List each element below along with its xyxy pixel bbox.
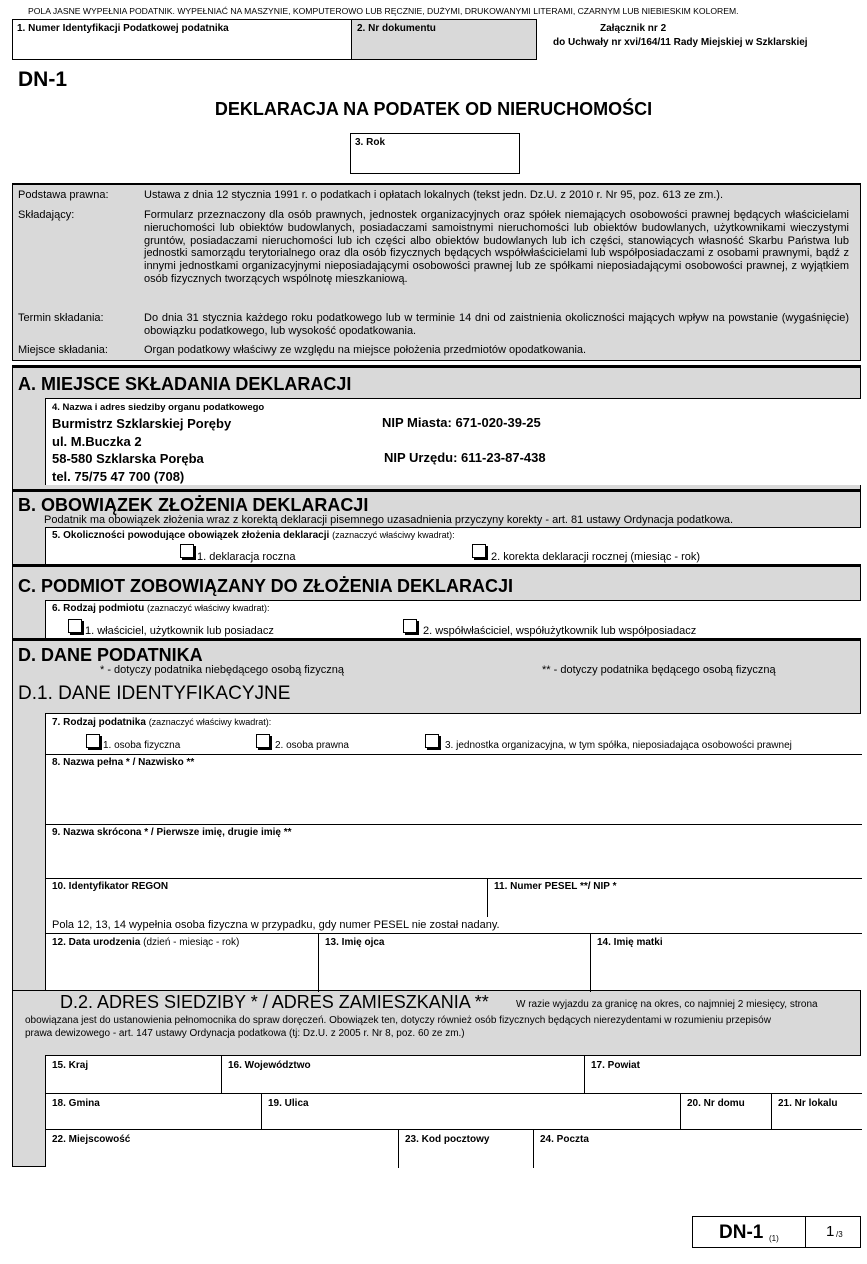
checkbox-natural-person[interactable] xyxy=(86,734,100,748)
section-c-title: C. PODMIOT ZOBOWIĄZANY DO ZŁOŻENIA DEKLARACJI xyxy=(18,576,513,596)
year-label: 3. Rok xyxy=(355,137,386,148)
address-area xyxy=(45,1055,861,1167)
birth-date-label: 12. Data urodzenia xyxy=(52,937,141,948)
entity-type-label: 6. Rodzaj podmiotu xyxy=(52,603,145,614)
section-d-title: D. DANE PODATNIKA xyxy=(18,645,203,665)
footer-form-code: DN-1 xyxy=(719,1222,764,1243)
post-office-field[interactable] xyxy=(534,1129,862,1168)
pesel-nip-field[interactable] xyxy=(488,878,862,917)
post-office-label: 24. Poczta xyxy=(540,1134,589,1145)
circumstance-hint: (zaznaczyć właściwy kwadrat): xyxy=(332,530,455,540)
nip-urzedu: NIP Urzędu: 611-23-87-438 xyxy=(384,450,546,465)
d2-title: D.2. ADRES SIEDZIBY * / ADRES ZAMIESZKANIA ** xyxy=(60,992,489,1012)
tax-office-street: ul. M.Buczka 2 xyxy=(52,433,142,449)
footer-form-sub: (1) xyxy=(769,1234,779,1243)
option-organizational-unit: 3. jednostka organizacyjna, w tym spółka, nieposiadająca osobowości prawnej xyxy=(445,740,792,751)
d2-note-b: obowiązana jest do ustanowienia pełnomocnika do spraw doręczeń. Obowiązek ten, dotyczy również osób fizycznych będących nierezydentami w rozumieniu przepisów xyxy=(25,1015,771,1026)
d2-note-a: W razie wyjazdu za granicę na okres, co najmniej 2 miesięcy, strona xyxy=(516,999,818,1010)
note-non-individual: * - dotyczy podatnika niebędącego osobą fizyczną xyxy=(100,664,344,676)
section-b-title: B. OBOWIĄZEK ZŁOŻENIA DEKLARACJI xyxy=(18,495,369,515)
locality-field[interactable] xyxy=(46,1129,399,1168)
page-total: /3 xyxy=(836,1230,843,1239)
option-natural-person: 1. osoba fizyczna xyxy=(103,740,181,751)
circumstance-label: 5. Okoliczności powodujące obowiązek złożenia deklaracji xyxy=(52,530,330,541)
postal-code-label: 23. Kod pocztowy xyxy=(405,1134,490,1145)
form-code: DN-1 xyxy=(18,68,68,91)
birth-date-field[interactable] xyxy=(46,933,319,992)
street-field[interactable] xyxy=(262,1093,681,1129)
country-field[interactable] xyxy=(46,1056,222,1093)
nip-field[interactable] xyxy=(12,19,352,60)
checkbox-annual-declaration[interactable] xyxy=(180,544,194,558)
apartment-number-label: 21. Nr lokalu xyxy=(778,1098,838,1109)
voivodeship-label: 16. Województwo xyxy=(228,1060,311,1071)
top-note: POLA JASNE WYPEŁNIA PODATNIK. WYPEŁNIAĆ NA MASZYNIE, KOMPUTEROWO LUB RĘCZNIE, DUŻYMI, DRUKOWANYMI LITERAMI, CZARNYM LUB NIEBIESKIM KOLOREM. xyxy=(28,6,739,16)
house-number-field[interactable] xyxy=(681,1093,772,1129)
checkbox-organizational-unit[interactable] xyxy=(425,734,439,748)
municipality-label: 18. Gmina xyxy=(52,1098,100,1109)
checkbox-co-owner[interactable] xyxy=(403,619,417,633)
option-declaration-correction: 2. korekta deklaracji rocznej (miesiąc - rok) xyxy=(491,551,701,563)
apartment-number-field[interactable] xyxy=(772,1093,862,1129)
short-name-field[interactable] xyxy=(46,824,862,879)
circumstance-field xyxy=(45,527,861,564)
entity-type-hint: (zaznaczyć właściwy kwadrat): xyxy=(147,603,270,613)
taxpayer-type-label: 7. Rodzaj podatnika xyxy=(52,717,146,728)
page-title: DEKLARACJA NA PODATEK OD NIERUCHOMOŚCI xyxy=(214,99,653,119)
info-text-deadline: Do dnia 31 stycznia każdego roku podatkowego lub w terminie 14 dni od zaistnienia okoliczności mających wpływ na powstanie (wygaśnięcie) obowiązku podatkowego, lub wysokość opodatkowania. xyxy=(144,312,849,337)
taxpayer-type-hint: (zaznaczyć właściwy kwadrat): xyxy=(148,717,272,727)
regon-label: 10. Identyfikator REGON xyxy=(52,881,169,892)
entity-type-field xyxy=(45,600,861,638)
page-number: 1 xyxy=(826,1223,835,1240)
tax-office-city: 58-580 Szklarska Poręba xyxy=(52,451,204,466)
nip-miasta: NIP Miasta: 671-020-39-25 xyxy=(382,415,541,430)
county-label: 17. Powiat xyxy=(591,1060,640,1071)
tax-office-field xyxy=(45,398,861,485)
footer-box xyxy=(692,1216,861,1248)
checkbox-owner[interactable] xyxy=(68,619,82,633)
info-label-place: Miejsce składania: xyxy=(18,344,108,356)
tax-office-phone: tel. 75/75 47 700 (708) xyxy=(52,468,185,484)
nip-label: 1. Numer Identyfikacji Podatkowej podatnika xyxy=(17,23,229,34)
info-text-basis: Ustawa z dnia 12 stycznia 1991 r. o podatkach i opłatach lokalnych (tekst jedn. Dz.U. z 2010 r. Nr 95, poz. 613 ze zm.). xyxy=(144,189,724,201)
regon-field[interactable] xyxy=(46,878,488,917)
pesel-nip-label: 11. Numer PESEL **/ NIP * xyxy=(494,881,617,892)
d2-rule xyxy=(12,990,861,991)
house-number-label: 20. Nr domu xyxy=(687,1098,745,1109)
locality-label: 22. Miejscowość xyxy=(52,1134,131,1145)
d1-area xyxy=(45,713,861,991)
tax-office-name: Burmistrz Szklarskiej Poręby xyxy=(52,416,232,431)
county-field[interactable] xyxy=(585,1056,862,1093)
checkbox-legal-person[interactable] xyxy=(256,734,270,748)
short-name-label: 9. Nazwa skrócona * / Pierwsze imię, drugie imię ** xyxy=(52,827,292,838)
document-number-label: 2. Nr dokumentu xyxy=(357,23,436,34)
father-name-label: 13. Imię ojca xyxy=(325,937,385,948)
full-name-label: 8. Nazwa pełna * / Nazwisko ** xyxy=(52,757,195,768)
postal-code-field[interactable] xyxy=(399,1129,534,1168)
birth-date-hint: (dzień - miesiąc - rok) xyxy=(143,937,240,948)
option-owner: 1. właściciel, użytkownik lub posiadacz xyxy=(85,625,274,637)
info-label-basis: Podstawa prawna: xyxy=(18,189,109,201)
tax-office-label: 4. Nazwa i adres siedziby organu podatkowego xyxy=(52,402,265,413)
checkbox-declaration-correction[interactable] xyxy=(472,544,486,558)
info-label-deadline: Termin składania: xyxy=(18,312,104,324)
attachment-line1: Załącznik nr 2 xyxy=(600,23,667,34)
father-name-field[interactable] xyxy=(319,933,591,992)
pesel-note: Pola 12, 13, 14 wypełnia osoba fizyczna w przypadku, gdy numer PESEL nie został nadany. xyxy=(52,919,500,931)
attachment-line2: do Uchwały nr xvi/164/11 Rady Miejskiej w Szklarskiej xyxy=(553,37,808,48)
mother-name-label: 14. Imię matki xyxy=(597,937,663,948)
municipality-field[interactable] xyxy=(46,1093,262,1129)
note-individual: ** - dotyczy podatnika będącego osobą fizyczną xyxy=(542,664,776,676)
year-field[interactable] xyxy=(350,133,520,174)
d1-title: D.1. DANE IDENTYFIKACYJNE xyxy=(18,683,291,704)
full-name-field[interactable] xyxy=(46,754,862,824)
info-panel xyxy=(12,183,861,361)
country-label: 15. Kraj xyxy=(52,1060,89,1071)
info-text-submitter: Formularz przeznaczony dla osób prawnych, jednostek organizacyjnych oraz spółek niemających osobowości prawnej będących właścicielami nieruchomości lub obiektów budowlanych, posiadaczami samoistnymi nieruchomości lub obiektów budowlanych, użytkownikami wieczystymi gruntów, posiadaczami nieruchomości lub ich części albo obiektów budowlanych lub ich części, stanowiących własność Skarbu Państwa lub jednostki samorządu terytorialnego oraz dla osób fizycznych będących współwłaścicielami lub współposiadaczami z osobami prawnymi, bądź z innymi jednostkami organizacyjnymi nieposiadającymi osobowości prawnej lub ze spółkami nieposiadającymi osobowości prawnej, z wyjątkiem osób fizycznych tworzących wspólnotę mieszkaniową. xyxy=(144,209,849,285)
info-text-place: Organ podatkowy właściwy ze względu na miejsce położenia przedmiotów opodatkowania. xyxy=(144,344,587,356)
mother-name-field[interactable] xyxy=(591,933,862,992)
document-number-field xyxy=(351,19,537,60)
voivodeship-field[interactable] xyxy=(222,1056,585,1093)
option-co-owner: 2. współwłaściciel, współużytkownik lub współposiadacz xyxy=(423,625,697,637)
info-label-submitter: Składający: xyxy=(18,209,75,221)
option-legal-person: 2. osoba prawna xyxy=(275,740,349,751)
street-label: 19. Ulica xyxy=(268,1098,309,1109)
d2-note-c: prawa dewizowego - art. 147 ustawy Ordynacja podatkowa (tj: Dz.U. z 2005 r. Nr 8, poz. 60 ze zm.) xyxy=(25,1028,465,1039)
section-b-note: Podatnik ma obowiązek złożenia wraz z korektą deklaracji pisemnego uzasadnienia przyczyny korekty - art. 81 ustawy Ordynacja podatkowa. xyxy=(44,514,734,526)
option-annual-declaration: 1. deklaracja roczna xyxy=(197,551,296,563)
section-a-title: A. MIEJSCE SKŁADANIA DEKLARACJI xyxy=(18,374,352,394)
